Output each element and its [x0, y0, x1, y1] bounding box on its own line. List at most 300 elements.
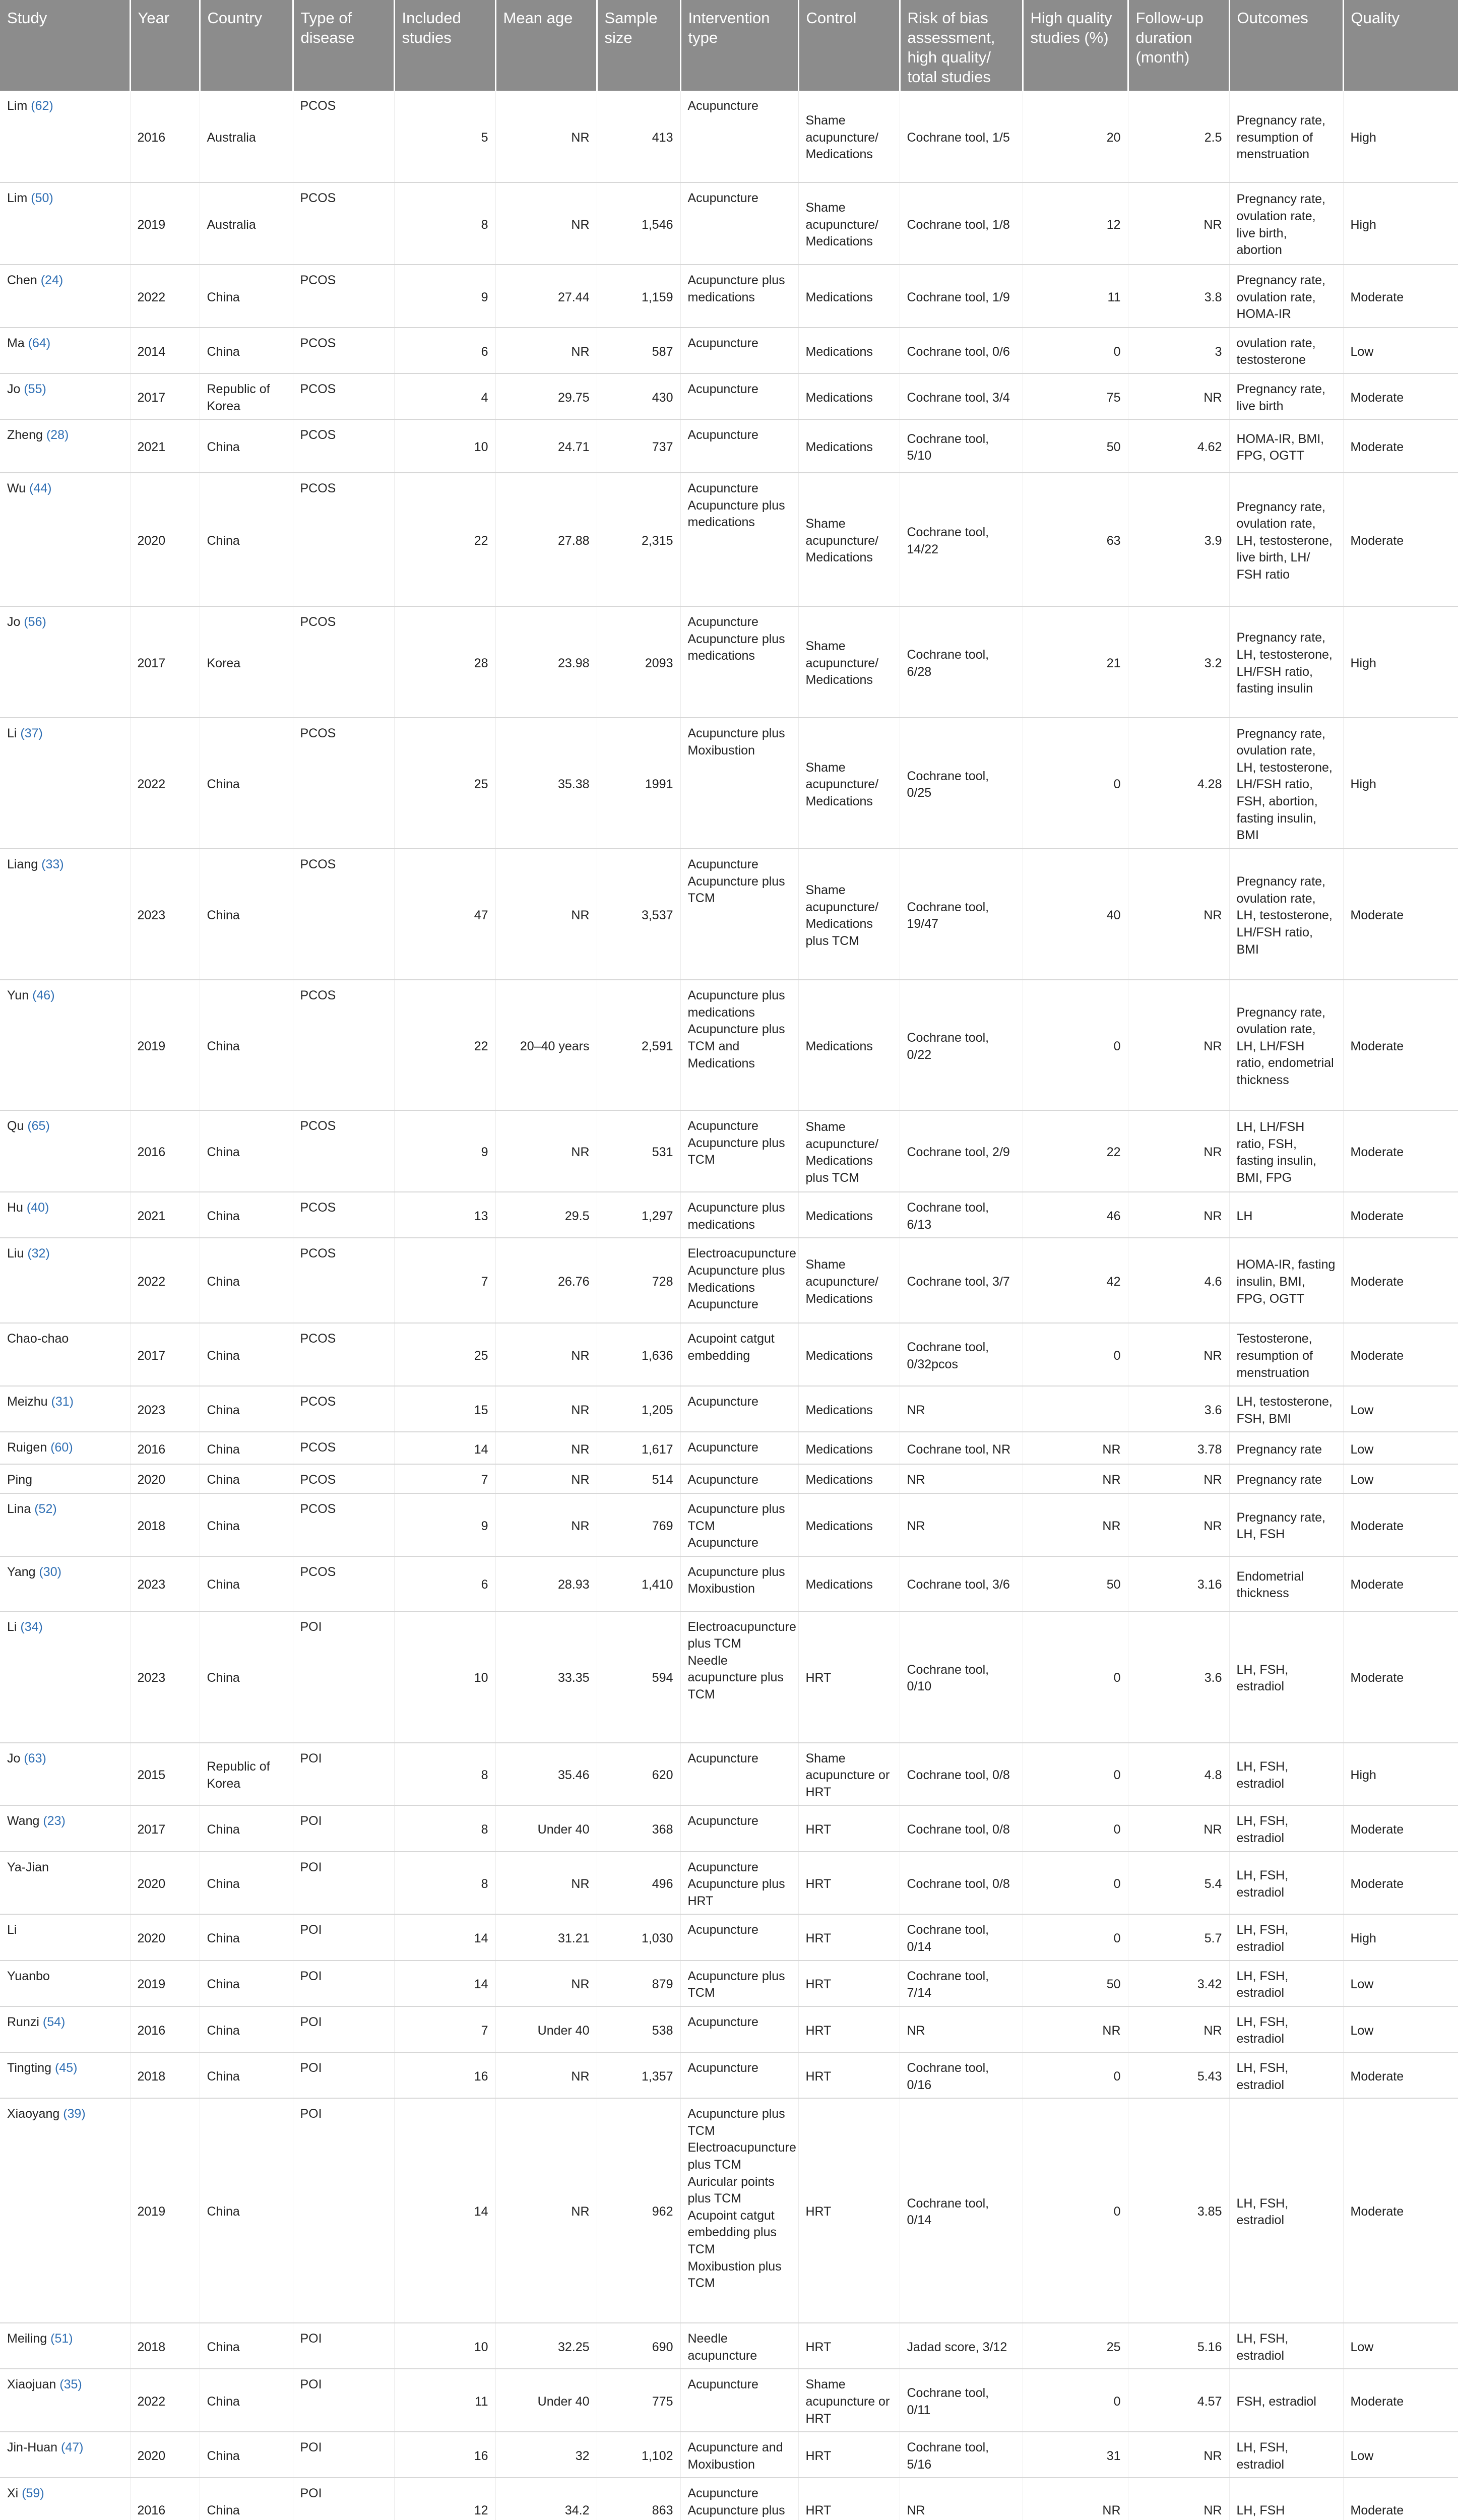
- hq-value: 0: [1113, 1822, 1121, 1837]
- bias-value: Cochrane tool, 0/11: [907, 2386, 989, 2417]
- header-followup: Follow-up duration (month): [1128, 0, 1229, 91]
- cell-age: [495, 419, 597, 473]
- hq-value: 0: [1113, 1877, 1121, 1892]
- outcomes-value: Pregnancy rate, ovulation rate, HOMA-IR: [1236, 273, 1325, 322]
- followup-value: 3.9: [1204, 533, 1222, 548]
- age-value: NR: [571, 908, 590, 923]
- year-value: 2022: [137, 2394, 166, 2409]
- study-name: Tingting: [7, 2061, 52, 2075]
- reference-link[interactable]: (47): [61, 2440, 84, 2455]
- table-row: [0, 2098, 1458, 2323]
- cell-year: [130, 1110, 200, 1192]
- cell-study: [0, 419, 130, 473]
- cell-control: [798, 1432, 900, 1464]
- cell-disease: [293, 2478, 394, 2520]
- cell-included: [394, 1432, 495, 1464]
- intervention-item: Acupuncture: [687, 1923, 758, 1937]
- cell-country: [200, 1110, 293, 1192]
- reference-link[interactable]: (65): [27, 1119, 50, 1133]
- cell-followup: [1128, 1192, 1229, 1238]
- quality-value: Moderate: [1350, 390, 1404, 405]
- sample-value: 587: [652, 344, 673, 359]
- cell-quality: [1343, 1432, 1458, 1464]
- country-value: China: [207, 2023, 240, 2038]
- sample-value: 1,030: [641, 1931, 673, 1946]
- bias-value: Cochrane tool, 0/25: [907, 769, 989, 800]
- control-value: Medications: [805, 1403, 873, 1417]
- cell-followup: [1128, 473, 1229, 606]
- table-row: [0, 2052, 1458, 2098]
- cell-quality: [1343, 1323, 1458, 1386]
- cell-quality: [1343, 980, 1458, 1110]
- reference-link[interactable]: (32): [27, 1246, 50, 1261]
- year-value: 2022: [137, 1275, 166, 1289]
- country-value: China: [207, 1145, 240, 1160]
- country-value: China: [207, 1519, 240, 1533]
- country-value: Australia: [207, 130, 256, 145]
- intervention-item: Acupuncture plus TCM: [687, 1969, 785, 2000]
- cell-control: [798, 2323, 900, 2369]
- outcomes-value: Endometrial thickness: [1236, 1569, 1304, 1601]
- cell-year: [130, 980, 200, 1110]
- study-name: Yuanbo: [7, 1969, 50, 1983]
- cell-followup: [1128, 718, 1229, 849]
- cell-country: [200, 1464, 293, 1493]
- control-value: HRT: [805, 2069, 832, 2084]
- cell-bias: [900, 2478, 1023, 2520]
- age-value: NR: [571, 1519, 590, 1533]
- bias-value: NR: [907, 1473, 925, 1487]
- age-value: 35.46: [557, 1768, 590, 1783]
- year-value: 2018: [137, 2069, 166, 2084]
- control-value: Medications: [805, 1578, 873, 1592]
- control-value: Shame acupuncture/ Medications: [805, 113, 879, 162]
- bias-value: Cochrane tool, NR: [907, 1442, 1011, 1457]
- cell-year: [130, 328, 200, 373]
- intervention-item: Acupuncture plus TCM: [687, 1501, 785, 1533]
- cell-followup: [1128, 373, 1229, 419]
- year-value: 2020: [137, 2448, 166, 2463]
- reference-link[interactable]: (64): [28, 336, 51, 350]
- cell-intervention: [680, 2478, 798, 2520]
- control-value: HRT: [805, 1877, 832, 1892]
- year-value: 2017: [137, 390, 166, 405]
- cell-age: [495, 1611, 597, 1743]
- cell-disease: [293, 2006, 394, 2052]
- study-name: Chen: [7, 273, 37, 287]
- cell-disease: [293, 419, 394, 473]
- hq-value: NR: [1102, 1473, 1121, 1487]
- cell-included: [394, 182, 495, 265]
- reference-link[interactable]: (40): [26, 1201, 49, 1215]
- study-name: Li: [7, 726, 17, 741]
- country-value: Republic of Korea: [207, 1759, 270, 1791]
- cell-sample: [597, 1432, 680, 1464]
- cell-sample: [597, 1386, 680, 1432]
- reference-link[interactable]: (31): [51, 1395, 74, 1409]
- year-value: 2020: [137, 1877, 166, 1892]
- outcomes-value: Pregnancy rate, ovulation rate, live birth, abortion: [1236, 192, 1325, 258]
- cell-quality: [1343, 1743, 1458, 1806]
- year-value: 2023: [137, 1578, 166, 1592]
- country-value: China: [207, 1473, 240, 1487]
- bias-value: Cochrane tool, 0/14: [907, 1923, 989, 1955]
- study-name: Zheng: [7, 428, 43, 443]
- cell-country: [200, 1805, 293, 1851]
- cell-age: [495, 91, 597, 182]
- cell-bias: [900, 2432, 1023, 2478]
- cell-year: [130, 1464, 200, 1493]
- study-name: Jo: [7, 382, 21, 396]
- followup-value: 5.7: [1204, 1931, 1222, 1946]
- cell-followup: [1128, 1386, 1229, 1432]
- control-value: Shame acupuncture/ Medications: [805, 1257, 879, 1306]
- cell-quality: [1343, 1852, 1458, 1915]
- year-value: 2019: [137, 217, 166, 232]
- hq-value: 40: [1106, 908, 1121, 923]
- table-row: [0, 182, 1458, 265]
- cell-sample: [597, 1805, 680, 1851]
- cell-control: [798, 1611, 900, 1743]
- country-value: China: [207, 1931, 240, 1946]
- cell-study: [0, 2432, 130, 2478]
- cell-year: [130, 182, 200, 265]
- cell-outcomes: [1229, 1852, 1343, 1915]
- age-value: NR: [571, 1145, 590, 1160]
- cell-country: [200, 1432, 293, 1464]
- cell-year: [130, 2432, 200, 2478]
- study-name: Hu: [7, 1201, 23, 1215]
- cell-bias: [900, 1238, 1023, 1323]
- intervention-item: Acupuncture: [687, 1395, 758, 1409]
- cell-followup: [1128, 1464, 1229, 1493]
- cell-outcomes: [1229, 2098, 1343, 2323]
- control-value: Shame acupuncture/ Medications: [805, 201, 879, 249]
- cell-followup: [1128, 1432, 1229, 1464]
- included-value: 14: [474, 1442, 488, 1457]
- reference-link[interactable]: (23): [43, 1814, 66, 1829]
- year-value: 2019: [137, 1977, 166, 1992]
- reference-link[interactable]: (37): [20, 726, 43, 741]
- study-name: Xiaojuan: [7, 2377, 56, 2392]
- table-row: [0, 1192, 1458, 1238]
- cell-hq: [1023, 718, 1128, 849]
- disease-value: PCOS: [300, 1332, 336, 1346]
- study-name: Wu: [7, 481, 26, 496]
- reference-link[interactable]: (39): [63, 2107, 86, 2121]
- hq-value: NR: [1102, 2023, 1121, 2038]
- reference-link[interactable]: (52): [34, 1501, 57, 1516]
- cell-hq: [1023, 2432, 1128, 2478]
- sample-value: 413: [652, 130, 673, 145]
- reference-link[interactable]: (30): [39, 1564, 61, 1579]
- cell-age: [495, 182, 597, 265]
- reference-link[interactable]: (63): [24, 1751, 46, 1766]
- disease-value: PCOS: [300, 1119, 336, 1133]
- cell-bias: [900, 1110, 1023, 1192]
- intervention-item: Acupuncture plus medications: [687, 498, 785, 530]
- sample-value: 368: [652, 1822, 673, 1837]
- disease-value: PCOS: [300, 428, 336, 443]
- included-value: 28: [474, 656, 488, 670]
- cell-country: [200, 91, 293, 182]
- quality-value: Moderate: [1350, 1822, 1404, 1837]
- reference-link[interactable]: (28): [46, 428, 69, 443]
- bias-value: Cochrane tool, 0/16: [907, 2061, 989, 2092]
- cell-included: [394, 1192, 495, 1238]
- cell-age: [495, 2052, 597, 2098]
- cell-disease: [293, 1914, 394, 1960]
- followup-value: 4.6: [1204, 1275, 1222, 1289]
- year-value: 2020: [137, 533, 166, 548]
- bias-value: Cochrane tool, 3/7: [907, 1275, 1010, 1289]
- table-row: [0, 91, 1458, 182]
- reference-link[interactable]: (44): [29, 481, 52, 496]
- cell-study: [0, 1192, 130, 1238]
- outcomes-value: Pregnancy rate, live birth: [1236, 382, 1325, 413]
- reference-link[interactable]: (50): [31, 191, 53, 205]
- reference-link[interactable]: (60): [50, 1440, 73, 1455]
- hq-value: 46: [1106, 1209, 1121, 1223]
- year-value: 2020: [137, 1473, 166, 1487]
- followup-value: 3.2: [1204, 656, 1222, 670]
- bias-value: Cochrane tool, 7/14: [907, 1969, 989, 2000]
- cell-bias: [900, 2323, 1023, 2369]
- outcomes-value: Pregnancy rate, resumption of menstruation: [1236, 113, 1325, 162]
- outcomes-value: Pregnancy rate, ovulation rate, LH, testosterone, live birth, LH/ FSH ratio: [1236, 499, 1333, 582]
- cell-outcomes: [1229, 606, 1343, 718]
- cell-disease: [293, 718, 394, 849]
- hq-value: 0: [1113, 1348, 1121, 1363]
- cell-age: [495, 1323, 597, 1386]
- reference-link[interactable]: (62): [31, 99, 53, 113]
- bias-value: Cochrane tool, 0/8: [907, 1768, 1010, 1783]
- outcomes-value: LH, FSH, estradiol: [1236, 1969, 1289, 2000]
- cell-included: [394, 1852, 495, 1915]
- disease-value: POI: [300, 1814, 322, 1829]
- included-value: 9: [481, 1145, 488, 1160]
- cell-year: [130, 718, 200, 849]
- hq-value: 0: [1113, 777, 1121, 792]
- included-value: 8: [481, 217, 488, 232]
- cell-followup: [1128, 1556, 1229, 1611]
- study-name: Xiaoyang: [7, 2107, 60, 2121]
- hq-value: 0: [1113, 2069, 1121, 2084]
- cell-control: [798, 419, 900, 473]
- followup-value: NR: [1203, 217, 1222, 232]
- reference-link[interactable]: (46): [32, 988, 55, 1003]
- cell-control: [798, 849, 900, 980]
- outcomes-value: LH, testosterone, FSH, BMI: [1236, 1395, 1333, 1426]
- cell-quality: [1343, 2006, 1458, 2052]
- cell-bias: [900, 606, 1023, 718]
- disease-value: POI: [300, 1923, 322, 1937]
- header-sample: Sample size: [597, 0, 680, 91]
- sample-value: 1,410: [641, 1578, 673, 1592]
- cell-year: [130, 373, 200, 419]
- year-value: 2023: [137, 1403, 166, 1417]
- cell-hq: [1023, 1493, 1128, 1556]
- quality-value: Low: [1350, 1977, 1374, 1992]
- included-value: 13: [474, 1209, 488, 1223]
- table-row: [0, 2323, 1458, 2369]
- table-row: [0, 1611, 1458, 1743]
- cell-study: [0, 1556, 130, 1611]
- reference-link[interactable]: (34): [20, 1619, 43, 1634]
- outcomes-value: LH, FSH, estradiol: [1236, 1923, 1289, 1955]
- control-value: HRT: [805, 2023, 832, 2038]
- cell-intervention: [680, 2323, 798, 2369]
- cell-country: [200, 1852, 293, 1915]
- cell-followup: [1128, 849, 1229, 980]
- reference-link[interactable]: (33): [41, 857, 64, 872]
- reference-link[interactable]: (24): [40, 273, 64, 287]
- cell-disease: [293, 1110, 394, 1192]
- cell-age: [495, 1493, 597, 1556]
- outcomes-value: Pregnancy rate: [1236, 1473, 1322, 1487]
- table-row: [0, 1238, 1458, 1323]
- cell-age: [495, 1914, 597, 1960]
- header-country: Country: [200, 0, 293, 91]
- cell-country: [200, 2098, 293, 2323]
- cell-country: [200, 606, 293, 718]
- reference-link[interactable]: (54): [42, 2014, 66, 2029]
- outcomes-value: HOMA-IR, BMI, FPG, OGTT: [1236, 431, 1324, 463]
- cell-sample: [597, 2369, 680, 2432]
- cell-outcomes: [1229, 1493, 1343, 1556]
- cell-year: [130, 1611, 200, 1743]
- cell-included: [394, 1556, 495, 1611]
- cell-disease: [293, 1493, 394, 1556]
- age-value: 32: [575, 2448, 590, 2463]
- quality-value: Moderate: [1350, 1519, 1404, 1533]
- bias-value: Cochrane tool, 0/10: [907, 1662, 989, 1694]
- header-row: [0, 0, 1458, 91]
- cell-age: [495, 2098, 597, 2323]
- hq-value: 50: [1106, 440, 1121, 455]
- intervention-item: Acupuncture: [687, 1297, 758, 1312]
- cell-sample: [597, 1238, 680, 1323]
- age-value: 32.25: [557, 2340, 590, 2354]
- cell-study: [0, 182, 130, 265]
- intervention-item: Acupuncture plus TCM: [687, 1136, 785, 1167]
- cell-disease: [293, 473, 394, 606]
- age-value: 29.5: [564, 1209, 590, 1223]
- age-value: NR: [571, 1403, 590, 1417]
- followup-value: 3.6: [1204, 1403, 1222, 1417]
- included-value: 10: [474, 1671, 488, 1685]
- quality-value: Moderate: [1350, 533, 1404, 548]
- reference-link[interactable]: (45): [54, 2061, 78, 2075]
- outcomes-value: LH, LH/FSH ratio, FSH, fasting insulin, BMI, FPG: [1236, 1119, 1316, 1185]
- reference-link[interactable]: (55): [24, 382, 46, 396]
- cell-disease: [293, 2432, 394, 2478]
- cell-study: [0, 91, 130, 182]
- cell-study: [0, 1611, 130, 1743]
- followup-value: 4.62: [1197, 440, 1222, 455]
- cell-quality: [1343, 2052, 1458, 2098]
- study-name: Runzi: [7, 2014, 39, 2029]
- cell-bias: [900, 980, 1023, 1110]
- hq-value: 50: [1106, 1977, 1121, 1992]
- header-bias: Risk of bias assessment, high quality/ total studies: [900, 0, 1023, 91]
- cell-country: [200, 1743, 293, 1806]
- disease-value: PCOS: [300, 615, 336, 629]
- cell-disease: [293, 2052, 394, 2098]
- sample-value: 1,159: [641, 290, 673, 304]
- country-value: China: [207, 1578, 240, 1592]
- quality-value: Moderate: [1350, 1671, 1404, 1685]
- cell-outcomes: [1229, 2323, 1343, 2369]
- cell-control: [798, 1556, 900, 1611]
- bias-value: Cochrane tool, 3/4: [907, 390, 1010, 405]
- cell-country: [200, 2052, 293, 2098]
- quality-value: High: [1350, 1931, 1376, 1946]
- cell-sample: [597, 1323, 680, 1386]
- reference-link[interactable]: (59): [22, 2486, 44, 2501]
- followup-value: NR: [1203, 390, 1222, 405]
- cell-age: [495, 373, 597, 419]
- bias-value: Cochrane tool, 6/28: [907, 648, 989, 679]
- cell-year: [130, 2323, 200, 2369]
- sample-value: 538: [652, 2023, 673, 2038]
- included-value: 25: [474, 1348, 488, 1363]
- study-name: Lim: [7, 191, 28, 205]
- age-value: NR: [571, 2069, 590, 2084]
- cell-outcomes: [1229, 1556, 1343, 1611]
- cell-included: [394, 2006, 495, 2052]
- cell-year: [130, 1852, 200, 1915]
- cell-age: [495, 849, 597, 980]
- control-value: HRT: [805, 1977, 832, 1992]
- reference-link[interactable]: (35): [59, 2377, 82, 2392]
- cell-hq: [1023, 419, 1128, 473]
- intervention-item: Electroacupuncture: [687, 1246, 796, 1261]
- age-value: 31.21: [557, 1931, 590, 1946]
- control-value: HRT: [805, 2204, 832, 2219]
- cell-intervention: [680, 2098, 798, 2323]
- disease-value: POI: [300, 2377, 322, 2392]
- cell-control: [798, 2098, 900, 2323]
- cell-quality: [1343, 1914, 1458, 1960]
- table-row: [0, 1961, 1458, 2006]
- followup-value: NR: [1203, 1145, 1222, 1160]
- cell-disease: [293, 1238, 394, 1323]
- reference-link[interactable]: (51): [50, 2332, 73, 2346]
- intervention-item: Acupuncture plus TCM: [687, 2107, 785, 2138]
- age-value: Under 40: [537, 1822, 590, 1837]
- cell-included: [394, 606, 495, 718]
- age-value: 33.35: [557, 1671, 590, 1685]
- cell-disease: [293, 373, 394, 419]
- reference-link[interactable]: (56): [24, 615, 46, 629]
- cell-bias: [900, 2098, 1023, 2323]
- cell-included: [394, 419, 495, 473]
- cell-control: [798, 1464, 900, 1493]
- followup-value: NR: [1203, 908, 1222, 923]
- intervention-item: Acupuncture: [687, 1751, 758, 1766]
- outcomes-value: Pregnancy rate, LH, FSH: [1236, 1510, 1325, 1542]
- study-name: Liang: [7, 857, 38, 872]
- cell-study: [0, 980, 130, 1110]
- cell-hq: [1023, 606, 1128, 718]
- cell-control: [798, 606, 900, 718]
- cell-followup: [1128, 2432, 1229, 2478]
- disease-value: PCOS: [300, 857, 336, 872]
- quality-value: High: [1350, 777, 1376, 792]
- age-value: NR: [571, 1977, 590, 1992]
- cell-hq: [1023, 1852, 1128, 1915]
